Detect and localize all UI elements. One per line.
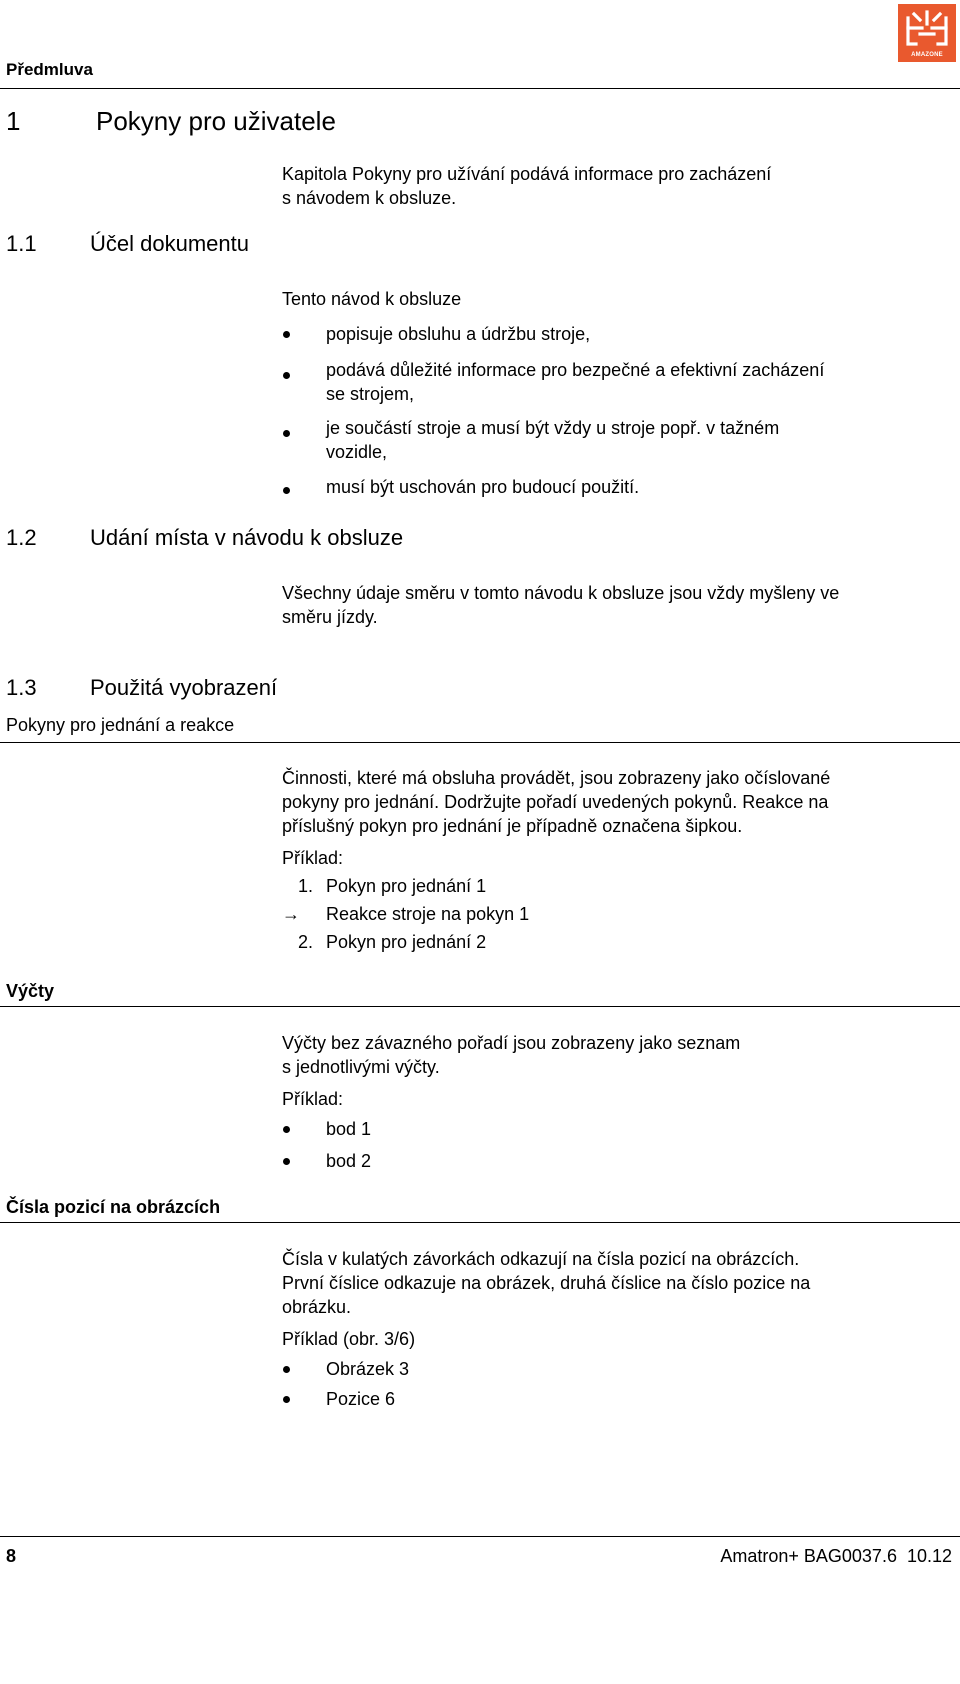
lists-text-line1: Výčty bez závazného pořadí jsou zobrazeny jako seznam <box>282 1033 741 1053</box>
purpose-item-1: popisuje obsluhu a údržbu stroje, <box>326 324 591 344</box>
chapter-title: Pokyny pro uživatele <box>96 106 336 136</box>
logo-text: AMAZONE <box>911 52 943 58</box>
chapter-intro-line2: s návodem k obsluze. <box>282 188 457 208</box>
purpose-item-3-line2: vozidle, <box>326 442 388 462</box>
actions-text-line1: Činnosti, které má obsluha provádět, jsou zobrazeny jako očíslované <box>282 768 831 788</box>
header-section-label: Předmluva <box>6 60 93 79</box>
section-1-1-title: Účel dokumentu <box>90 231 249 256</box>
bullet-icon <box>283 331 290 338</box>
section-1-3-title: Použitá vyobrazení <box>90 675 278 700</box>
lists-example-label: Příklad: <box>282 1089 344 1109</box>
positions-text-line3: obrázku. <box>282 1297 352 1317</box>
step-1-text: Pokyn pro jednání 1 <box>326 876 487 896</box>
page-number: 8 <box>6 1546 17 1566</box>
reaction-arrow-icon: → <box>282 904 300 924</box>
lists-heading: Výčty <box>6 981 55 1001</box>
section-1-2-title: Udání místa v návodu k obsluze <box>90 525 404 550</box>
footer-rule <box>0 1536 960 1537</box>
positions-text-line2: První číslice odkazuje na obrázek, druhá číslice na číslo pozice na <box>282 1273 811 1293</box>
chapter-number: 1 <box>6 106 21 136</box>
step-2-marker: 2. <box>298 932 314 952</box>
bullet-icon <box>283 1158 290 1165</box>
chapter-intro-line1: Kapitola Pokyny pro užívání podává informace pro zacházení <box>282 164 772 184</box>
actions-heading: Pokyny pro jednání a reakce <box>6 715 235 735</box>
step-2-text: Pokyn pro jednání 2 <box>326 932 487 952</box>
section-1-2-text-line2: směru jízdy. <box>282 607 378 627</box>
position-example-item-1: Obrázek 3 <box>326 1359 410 1379</box>
header-rule <box>0 88 960 89</box>
bullet-icon <box>283 1126 290 1133</box>
list-example-item-2: bod 2 <box>326 1151 372 1171</box>
document-id: Amatron+ BAG0037.6 10.12 <box>720 1546 952 1566</box>
section-1-2-number: 1.2 <box>6 525 37 550</box>
bullet-icon <box>283 1396 290 1403</box>
position-example-item-2: Pozice 6 <box>326 1389 396 1409</box>
purpose-item-2-line1: podává důležité informace pro bezpečné a efektivní zacházení <box>326 360 825 380</box>
section-1-1-number: 1.1 <box>6 231 37 256</box>
purpose-item-3-line1: je součástí stroje a musí být vždy u stroje popř. v tažném <box>326 418 780 438</box>
positions-text-line1: Čísla v kulatých závorkách odkazují na čísla pozicí na obrázcích. <box>282 1249 800 1269</box>
positions-example-label: Příklad (obr. 3/6) <box>282 1329 416 1349</box>
list-example-item-1: bod 1 <box>326 1119 372 1139</box>
bullet-icon <box>283 1366 290 1373</box>
actions-text-line3: příslušný pokyn pro jednání je případně označena šipkou. <box>282 816 743 836</box>
section-1-1-lead: Tento návod k obsluze <box>282 289 462 309</box>
bullet-icon <box>283 372 290 379</box>
bullet-icon <box>283 487 290 494</box>
positions-rule <box>0 1222 960 1223</box>
step-1-marker: 1. <box>298 876 314 896</box>
lists-text-line2: s jednotlivými výčty. <box>282 1057 440 1077</box>
positions-heading: Čísla pozicí na obrázcích <box>6 1197 221 1217</box>
purpose-item-4: musí být uschován pro budoucí použití. <box>326 477 640 497</box>
lists-rule <box>0 1006 960 1007</box>
purpose-item-2-line2: se strojem, <box>326 384 415 404</box>
amazone-logo <box>898 4 956 62</box>
tractor-mark-icon <box>898 4 956 54</box>
bullet-icon <box>283 430 290 437</box>
actions-example-label: Příklad: <box>282 848 344 868</box>
reaction-text: Reakce stroje na pokyn 1 <box>326 904 530 924</box>
actions-rule <box>0 742 960 743</box>
actions-text-line2: pokyny pro jednání. Dodržujte pořadí uvedených pokynů. Reakce na <box>282 792 829 812</box>
section-1-3-number: 1.3 <box>6 675 37 700</box>
section-1-2-text-line1: Všechny údaje směru v tomto návodu k obsluze jsou vždy myšleny ve <box>282 583 840 603</box>
